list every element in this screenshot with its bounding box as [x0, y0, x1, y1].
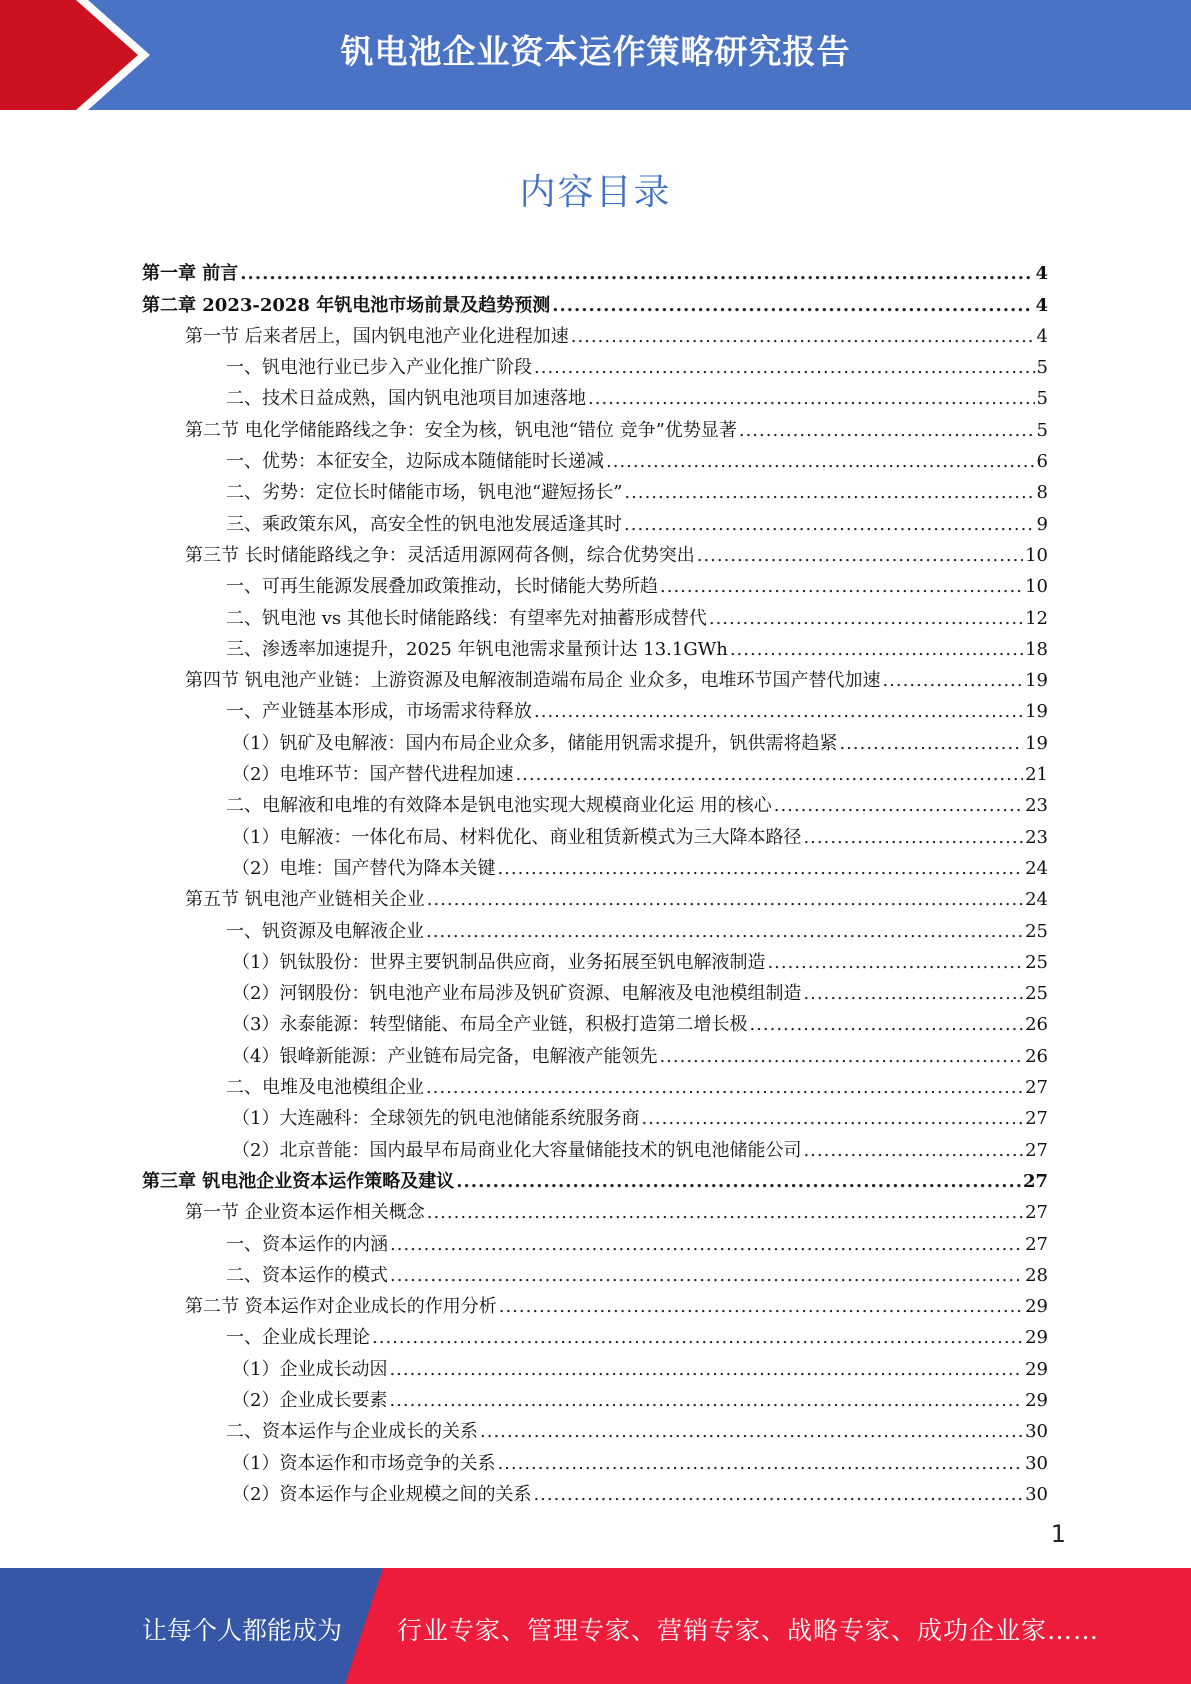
- toc-leader-dots: [533, 1484, 1023, 1506]
- toc-leader-dots: [606, 451, 1035, 473]
- toc-leader-dots: [497, 858, 1023, 880]
- toc-heading: 内容目录: [519, 172, 672, 213]
- toc-entry[interactable]: [142, 1349, 1048, 1380]
- toc-entry-title: 三、乘政策东风，高安全性的钒电池发展适逢其时: [226, 513, 622, 535]
- page-footer: [0, 1568, 1191, 1684]
- toc-entry-title: （2）电堆环节：国产替代进程加速: [232, 764, 514, 786]
- toc-entry-page: 10: [1025, 544, 1048, 566]
- toc-leader-dots: [624, 514, 1035, 536]
- toc-entry-page: 29: [1025, 1389, 1048, 1411]
- toc-entry-page: 25: [1025, 951, 1048, 973]
- toc-entry-page: 27: [1025, 1108, 1048, 1130]
- toc-leader-dots: [709, 608, 1023, 630]
- toc-entry-title: 一、钒资源及电解液企业: [226, 920, 424, 942]
- toc-entry[interactable]: [142, 1256, 1048, 1287]
- page-header: [0, 0, 1191, 110]
- toc-entry-title: 一、产业链基本形成，市场需求待释放: [226, 701, 532, 723]
- toc-entry[interactable]: [142, 442, 1048, 473]
- toc-entry-page: 30: [1025, 1452, 1048, 1474]
- table-of-contents: [142, 254, 1048, 1506]
- toc-entry-page: 26: [1025, 1014, 1048, 1036]
- document-title: 钒电池企业资本运作策略研究报告: [340, 32, 851, 71]
- toc-entry-title: （3）永泰能源：转型储能、布局全产业链，积极打造第二增长极: [232, 1014, 748, 1036]
- toc-entry-page: 5: [1036, 357, 1048, 379]
- footer-slogan-left: 让每个人都能成为: [142, 1616, 343, 1645]
- toc-leader-dots: [767, 952, 1023, 974]
- toc-entry[interactable]: [142, 817, 1048, 848]
- toc-entry[interactable]: [142, 723, 1048, 754]
- toc-entry-page: 19: [1025, 732, 1048, 754]
- toc-entry-title: 二、钒电池 vs 其他长时储能路线：有望率先对抽蓄形成替代: [226, 607, 707, 629]
- toc-leader-dots: [534, 701, 1023, 723]
- toc-entry-page: 9: [1036, 513, 1048, 535]
- toc-entry-page: 6: [1036, 451, 1048, 473]
- toc-entry-page: 4: [1035, 263, 1048, 285]
- toc-leader-dots: [240, 263, 1033, 285]
- toc-entry[interactable]: [142, 1318, 1048, 1349]
- toc-entry-title: （1）电解液：一体化布局、材料优化、商业租赁新模式为三大降本路径: [232, 826, 802, 848]
- toc-entry-title: 二、技术日益成熟，国内钒电池项目加速落地: [226, 388, 586, 410]
- toc-entry-title: 第二节 资本运作对企业成长的作用分析: [185, 1296, 497, 1318]
- toc-entry-title: 二、资本运作的模式: [226, 1264, 388, 1286]
- toc-leader-dots: [552, 295, 1033, 317]
- toc-entry[interactable]: [142, 786, 1048, 817]
- toc-leader-dots: [480, 1421, 1023, 1443]
- toc-entry-title: （2）电堆：国产替代为降本关键: [232, 857, 496, 879]
- toc-entry-title: 二、资本运作与企业成长的关系: [226, 1421, 478, 1443]
- toc-entry-title: 第三章 钒电池企业资本运作策略及建议: [142, 1170, 455, 1192]
- toc-entry[interactable]: [142, 504, 1048, 535]
- toc-entry-page: 29: [1025, 1327, 1048, 1349]
- toc-entry-title: 三、渗透率加速提升，2025 年钒电池需求量预计达 13.1GWh: [226, 638, 728, 660]
- toc-entry[interactable]: [142, 1287, 1048, 1318]
- toc-entry[interactable]: [142, 473, 1048, 504]
- toc-leader-dots: [588, 388, 1035, 410]
- toc-entry[interactable]: [142, 348, 1048, 379]
- toc-leader-dots: [427, 889, 1023, 911]
- toc-entry[interactable]: [142, 1193, 1048, 1224]
- toc-leader-dots: [803, 983, 1023, 1005]
- toc-entry-page: 10: [1025, 576, 1048, 598]
- toc-entry-page: 12: [1025, 607, 1048, 629]
- toc-entry[interactable]: [142, 285, 1048, 316]
- toc-entry[interactable]: [142, 567, 1048, 598]
- toc-leader-dots: [390, 1265, 1023, 1287]
- toc-entry[interactable]: [142, 1162, 1048, 1193]
- toc-leader-dots: [390, 1234, 1023, 1256]
- toc-leader-dots: [774, 795, 1023, 817]
- toc-leader-dots: [749, 1014, 1023, 1036]
- toc-entry[interactable]: [142, 755, 1048, 786]
- toc-entry-page: 4: [1036, 325, 1048, 347]
- toc-entry[interactable]: [142, 692, 1048, 723]
- toc-entry-title: （2）资本运作与企业规模之间的关系: [232, 1483, 532, 1505]
- toc-entry[interactable]: [142, 1224, 1048, 1255]
- toc-entry-page: 27: [1025, 1139, 1048, 1161]
- toc-leader-dots: [389, 1390, 1023, 1412]
- toc-entry-page: 19: [1025, 701, 1048, 723]
- toc-leader-dots: [660, 576, 1023, 598]
- toc-entry-title: （1）资本运作和市场竞争的关系: [232, 1452, 496, 1474]
- toc-entry-title: 一、优势：本征安全，边际成本随储能时长递减: [226, 451, 604, 473]
- toc-leader-dots: [659, 1046, 1023, 1068]
- toc-entry[interactable]: [142, 661, 1048, 692]
- toc-entry-title: 一、企业成长理论: [226, 1327, 370, 1349]
- toc-entry[interactable]: [142, 379, 1048, 410]
- toc-entry-page: 25: [1025, 983, 1048, 1005]
- toc-entry[interactable]: [142, 1381, 1048, 1412]
- toc-leader-dots: [497, 1453, 1023, 1475]
- toc-entry[interactable]: [142, 598, 1048, 629]
- toc-entry[interactable]: [142, 536, 1048, 567]
- toc-entry-page: 5: [1036, 388, 1048, 410]
- toc-leader-dots: [697, 545, 1023, 567]
- toc-entry-title: 第三节 长时储能路线之争：灵活适用源网荷各侧，综合优势突出: [185, 544, 695, 566]
- toc-entry-title: 二、电解液和电堆的有效降本是钒电池实现大规模商业化运 用的核心: [226, 795, 772, 817]
- toc-entry-page: 29: [1025, 1358, 1048, 1380]
- toc-entry[interactable]: [142, 849, 1048, 880]
- toc-entry[interactable]: [142, 1412, 1048, 1443]
- toc-entry-title: 二、电堆及电池模组企业: [226, 1077, 424, 1099]
- toc-entry-page: 21: [1025, 764, 1048, 786]
- toc-entry-title: （1）钒矿及电解液：国内布局企业众多，储能用钒需求提升，钒供需将趋紧: [232, 732, 838, 754]
- toc-leader-dots: [641, 1108, 1023, 1130]
- toc-entry-page: 5: [1036, 419, 1048, 441]
- toc-entry[interactable]: [142, 1036, 1048, 1067]
- toc-entry[interactable]: [142, 1005, 1048, 1036]
- toc-entry-page: 30: [1025, 1483, 1048, 1505]
- toc-entry[interactable]: [142, 1130, 1048, 1161]
- toc-entry[interactable]: [142, 1068, 1048, 1099]
- toc-entry-page: 27: [1025, 1233, 1048, 1255]
- toc-entry-page: 27: [1025, 1202, 1048, 1224]
- toc-entry-title: 第二节 电化学储能路线之争：安全为核，钒电池“错位 竞争”优势显著: [185, 419, 737, 441]
- toc-leader-dots: [882, 670, 1023, 692]
- toc-entry-title: 第一节 后来者居上，国内钒电池产业化进程加速: [185, 325, 569, 347]
- toc-entry-page: 23: [1025, 826, 1048, 848]
- toc-leader-dots: [426, 1077, 1023, 1099]
- toc-entry[interactable]: [142, 1443, 1048, 1474]
- toc-entry[interactable]: [142, 1099, 1048, 1130]
- toc-entry-title: 二、劣势：定位长时储能市场，钒电池“避短扬长”: [226, 482, 623, 504]
- toc-entry-page: 19: [1025, 670, 1048, 692]
- toc-entry-page: 24: [1025, 857, 1048, 879]
- toc-entry-page: 27: [1022, 1170, 1048, 1192]
- toc-entry-title: 第一章 前言: [142, 263, 239, 285]
- toc-entry[interactable]: [142, 410, 1048, 441]
- toc-entry-title: （1）大连融科：全球领先的钒电池储能系统服务商: [232, 1108, 640, 1130]
- toc-leader-dots: [389, 1359, 1023, 1381]
- toc-entry-page: 8: [1036, 482, 1048, 504]
- toc-entry-page: 24: [1025, 889, 1048, 911]
- toc-entry-page: 25: [1025, 920, 1048, 942]
- toc-entry-title: （2）河钢股份：钒电池产业布局涉及钒矿资源、电解液及电池模组制造: [232, 983, 802, 1005]
- toc-entry-title: （1）企业成长动因: [232, 1358, 388, 1380]
- toc-entry-page: 18: [1025, 638, 1048, 660]
- toc-entry[interactable]: [142, 1475, 1048, 1506]
- toc-entry-title: （1）钒钛股份：世界主要钒制品供应商，业务拓展至钒电解液制造: [232, 951, 766, 973]
- toc-entry-page: 29: [1025, 1296, 1048, 1318]
- toc-entry[interactable]: [142, 880, 1048, 911]
- toc-entry-title: 第二章 2023-2028 年钒电池市场前景及趋势预测: [142, 294, 551, 316]
- toc-leader-dots: [571, 326, 1035, 348]
- page-number: 1: [1050, 1520, 1066, 1548]
- toc-entry[interactable]: [142, 254, 1048, 285]
- toc-leader-dots: [803, 1140, 1023, 1162]
- toc-leader-dots: [839, 733, 1023, 755]
- toc-leader-dots: [372, 1327, 1023, 1349]
- toc-entry-page: 4: [1035, 294, 1048, 316]
- toc-entry-title: （4）银峰新能源：产业链布局完备，电解液产能领先: [232, 1045, 658, 1067]
- toc-leader-dots: [803, 827, 1023, 849]
- toc-leader-dots: [624, 482, 1034, 504]
- toc-entry-title: （2）企业成长要素: [232, 1389, 388, 1411]
- toc-entry[interactable]: [142, 974, 1048, 1005]
- toc-entry[interactable]: [142, 943, 1048, 974]
- footer-slogan-right: 行业专家、管理专家、营销专家、战略专家、成功企业家……: [397, 1616, 1100, 1645]
- toc-leader-dots: [427, 1202, 1023, 1224]
- toc-leader-dots: [515, 764, 1023, 786]
- toc-leader-dots: [730, 639, 1023, 661]
- toc-leader-dots: [456, 1171, 1021, 1193]
- toc-entry-title: 一、资本运作的内涵: [226, 1233, 388, 1255]
- toc-entry-title: （2）北京普能：国内最早布局商业化大容量储能技术的钒电池储能公司: [232, 1139, 802, 1161]
- toc-entry-page: 30: [1025, 1421, 1048, 1443]
- toc-entry[interactable]: [142, 630, 1048, 661]
- toc-entry-page: 28: [1025, 1264, 1048, 1286]
- toc-leader-dots: [499, 1296, 1023, 1318]
- toc-entry[interactable]: [142, 317, 1048, 348]
- toc-leader-dots: [534, 357, 1035, 379]
- toc-leader-dots: [739, 420, 1035, 442]
- toc-entry-page: 23: [1025, 795, 1048, 817]
- toc-entry-title: 第一节 企业资本运作相关概念: [185, 1202, 425, 1224]
- toc-entry-page: 26: [1025, 1045, 1048, 1067]
- toc-leader-dots: [426, 921, 1023, 943]
- toc-entry-title: 第五节 钒电池产业链相关企业: [185, 889, 425, 911]
- toc-entry-page: 27: [1025, 1077, 1048, 1099]
- toc-entry-title: 第四节 钒电池产业链：上游资源及电解液制造端布局企 业众多，电堆环节国产替代加速: [185, 670, 881, 692]
- toc-entry[interactable]: [142, 911, 1048, 942]
- toc-entry-title: 一、可再生能源发展叠加政策推动，长时储能大势所趋: [226, 576, 658, 598]
- toc-entry-title: 一、钒电池行业已步入产业化推广阶段: [226, 357, 532, 379]
